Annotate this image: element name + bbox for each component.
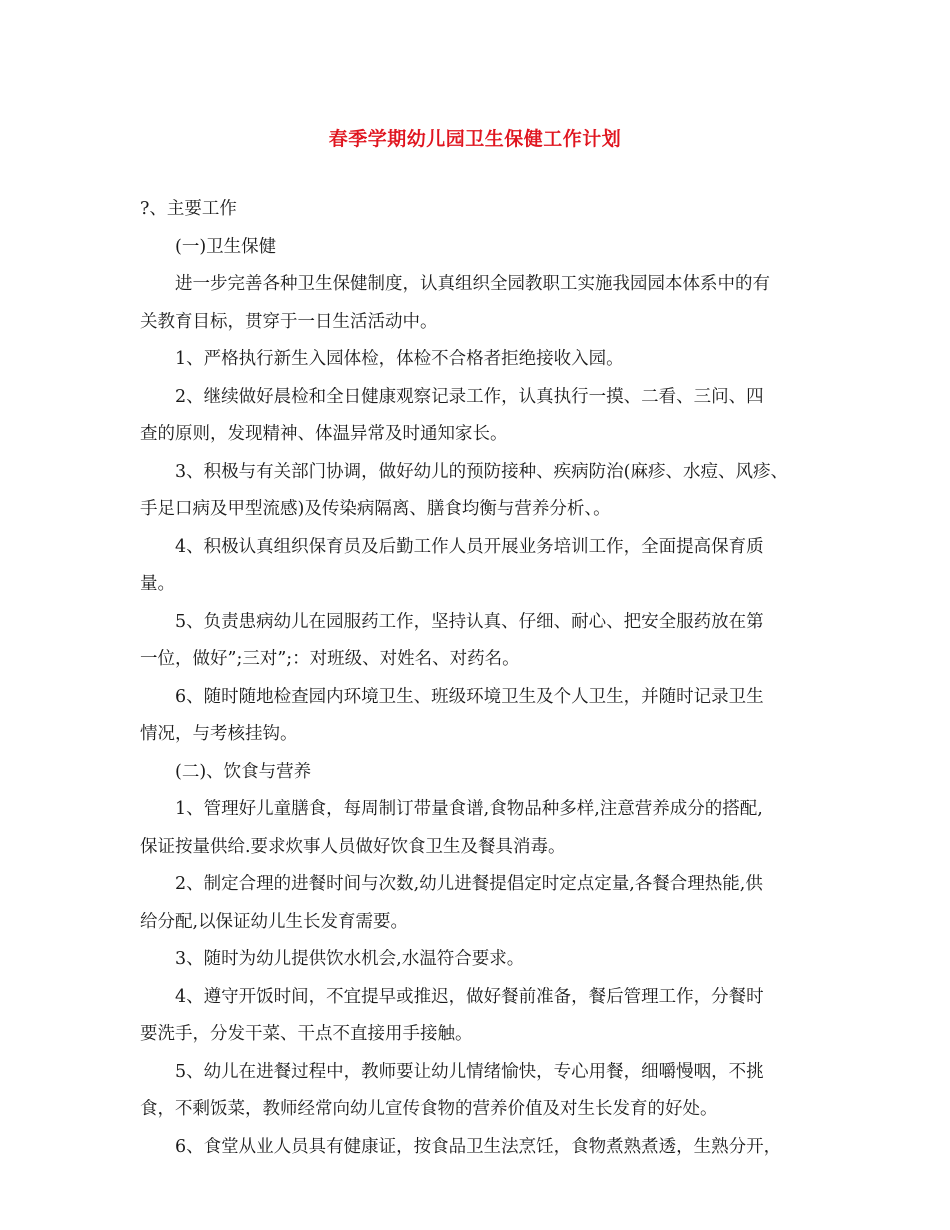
paragraph-line: 6、随时随地检查园内环境卫生、班级环境卫生及个人卫生，并随时记录卫生 (175, 686, 764, 707)
paragraph-line: 5、幼儿在进餐过程中，教师要让幼儿情绪愉快，专心用餐，细嚼慢咽，不挑 (175, 1061, 764, 1082)
paragraph-line: 3、积极与有关部门协调，做好幼儿的预防接种、疾病防治(麻疹、水痘、风疹、 (175, 461, 788, 482)
paragraph-line: 进一步完善各种卫生保健制度，认真组织全园教职工实施我园园本体系中的有 (175, 274, 770, 294)
paragraph-line: 1、管理好儿童膳食，每周制订带量食谱,食物品种多样,注意营养成分的搭配, (175, 799, 763, 819)
paragraph-line: 一位，做好”;三对”;：对班级、对姓名、对药名。 (140, 649, 520, 669)
document-body (140, 191, 820, 1166)
paragraph-line: 2、继续做好晨检和全日健康观察记录工作，认真执行一摸、二看、三问、四 (175, 386, 764, 407)
paragraph-line: 2、制定合理的进餐时间与次数,幼儿进餐提倡定时定点定量,各餐合理热能,供 (175, 874, 763, 894)
paragraph-line: ?、主要工作 (140, 199, 237, 219)
paragraph-line: 4、遵守开饭时间，不宜提早或推迟，做好餐前准备，餐后管理工作，分餐时 (175, 986, 764, 1007)
paragraph-line: 4、积极认真组织保育员及后勤工作人员开展业务培训工作，全面提高保育质 (175, 536, 764, 557)
paragraph-line: 1、严格执行新生入园体检，体检不合格者拒绝接收入园。 (175, 349, 624, 369)
paragraph-line: 要洗手，分发干菜、干点不直接用手接触。 (140, 1024, 473, 1044)
paragraph-line: 保证按量供给.要求炊事人员做好饮食卫生及餐具消毒。 (140, 836, 566, 857)
paragraph-line: (二)、饮食与营养 (175, 761, 312, 782)
paragraph-line: 量。 (140, 574, 175, 594)
paragraph-line: (一)卫生保健 (175, 236, 277, 257)
paragraph-line: 情况，与考核挂钩。 (140, 724, 298, 744)
paragraph-line: 食，不剩饭菜，教师经常向幼儿宣传食物的营养价值及对生长发育的好处。 (140, 1099, 718, 1119)
document-title: 春季学期幼儿园卫生保健工作计划 (328, 128, 622, 150)
paragraph-line: 给分配,以保证幼儿生长发育需要。 (140, 911, 409, 932)
paragraph-line: 查的原则，发现精神、体温异常及时通知家长。 (140, 424, 508, 444)
paragraph-line: 关教育目标，贯穿于一日生活活动中。 (140, 311, 438, 332)
paragraph-line: 5、负责患病幼儿在园服药工作，坚持认真、仔细、耐心、把安全服药放在第 (175, 611, 764, 632)
paragraph-line: 3、随时为幼儿提供饮水机会,水温符合要求。 (175, 949, 525, 969)
paragraph-line: 手足口病及甲型流感)及传染病隔离、膳食均衡与营养分析、。 (140, 499, 611, 519)
paragraph-line: 6、食堂从业人员具有健康证，按食品卫生法烹饪，食物煮熟煮透，生熟分开， (175, 1136, 782, 1157)
